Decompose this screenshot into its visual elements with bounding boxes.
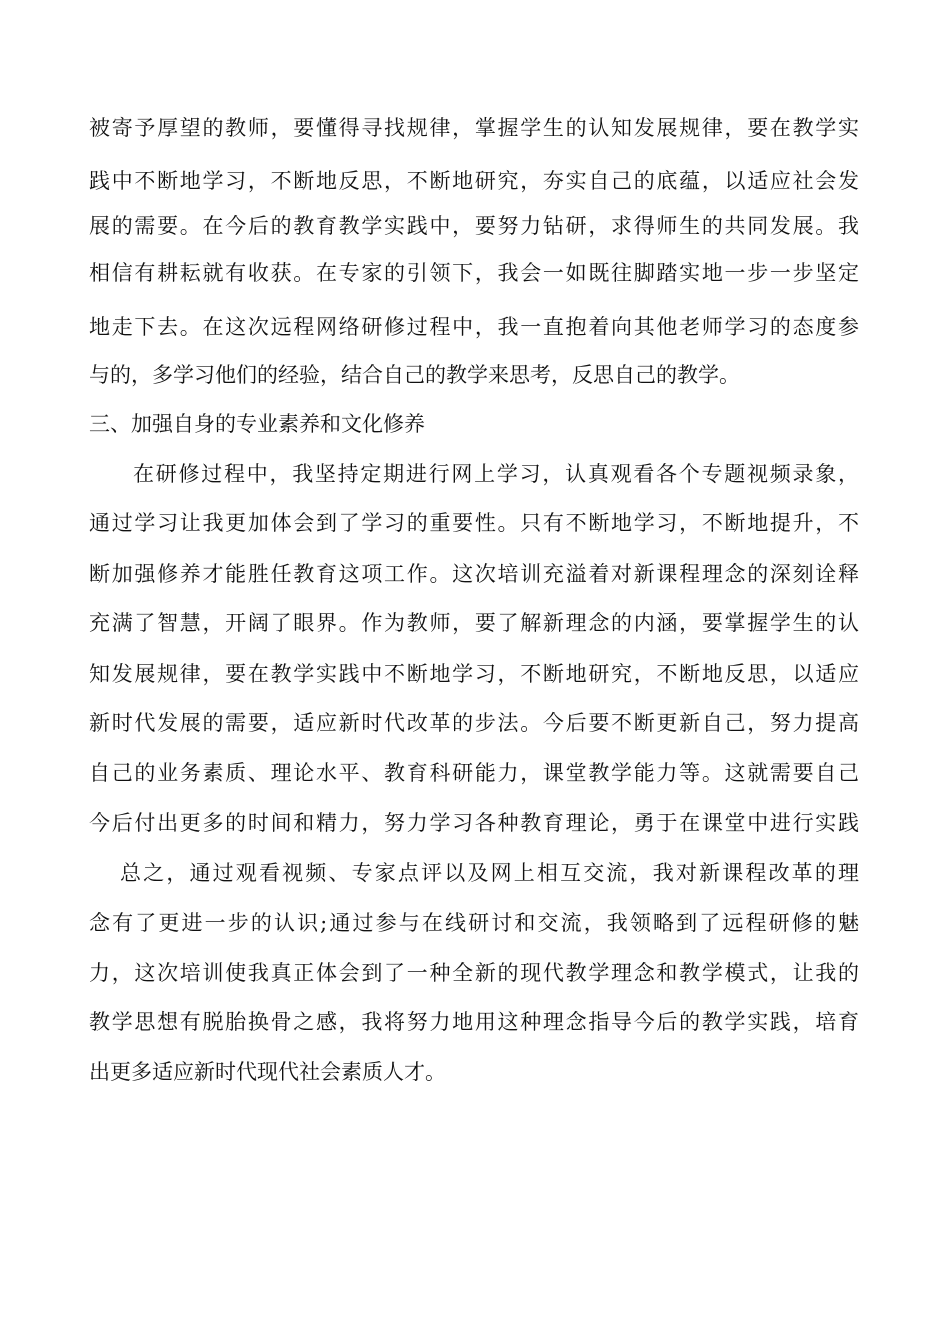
paragraph-3-line-3: 力，这次培训使我真正体会到了一种全新的现代教学理念和教学模式，让我的 [89, 961, 859, 985]
paragraph-1-line-6: 与的，多学习他们的经验，结合自己的教学来思考，反思自己的教学。 [89, 363, 740, 387]
paragraph-2-line-3: 断加强修养才能胜任教育这项工作。这次培训充溢着对新课程理念的深刻诠释 [89, 562, 859, 586]
paragraph-3-line-5: 出更多适应新时代现代社会素质人才。 [89, 1060, 446, 1084]
section-heading: 三、加强自身的专业素养和文化修养 [89, 412, 425, 436]
paragraph-1-line-1: 被寄予厚望的教师，要懂得寻找规律，掌握学生的认知发展规律，要在教学实 [89, 116, 859, 140]
paragraph-2-line-1: 在研修过程中，我坚持定期进行网上学习，认真观看各个专题视频录象， [133, 462, 859, 486]
paragraph-1-line-3: 展的需要。在今后的教育教学实践中，要努力钻研，求得师生的共同发展。我 [89, 214, 859, 238]
paragraph-3-line-2: 念有了更进一步的认识;通过参与在线研讨和交流，我领略到了远程研修的魅 [89, 911, 859, 935]
paragraph-2-line-2: 通过学习让我更加体会到了学习的重要性。只有不断地学习，不断地提升，不 [89, 511, 859, 535]
paragraph-3-line-4: 教学思想有脱胎换骨之感，我将努力地用这种理念指导今后的教学实践，培育 [89, 1010, 859, 1034]
paragraph-3-line-1: 总之，通过观看视频、专家点评以及网上相互交流，我对新课程改革的理 [120, 861, 859, 885]
paragraph-2-line-4: 充满了智慧，开阔了眼界。作为教师，要了解新理念的内涵，要掌握学生的认 [89, 611, 859, 635]
paragraph-2-line-7: 自己的业务素质、理论水平、教育科研能力，课堂教学能力等。这就需要自己 [89, 761, 859, 785]
paragraph-2-line-6: 新时代发展的需要，适应新时代改革的步法。今后要不断更新自己，努力提高 [89, 711, 859, 735]
paragraph-1-line-4: 相信有耕耘就有收获。在专家的引领下，我会一如既往脚踏实地一步一步坚定 [89, 261, 859, 285]
paragraph-2-line-5: 知发展规律，要在教学实践中不断地学习，不断地研究，不断地反思，以适应 [89, 662, 859, 686]
paragraph-1-line-2: 践中不断地学习，不断地反思，不断地研究，夯实自己的底蕴，以适应社会发 [89, 169, 859, 193]
paragraph-1-line-5: 地走下去。在这次远程网络研修过程中，我一直抱着向其他老师学习的态度参 [89, 315, 859, 339]
paragraph-2-line-8: 今后付出更多的时间和精力，努力学习各种教育理论，勇于在课堂中进行实践 [89, 811, 859, 835]
